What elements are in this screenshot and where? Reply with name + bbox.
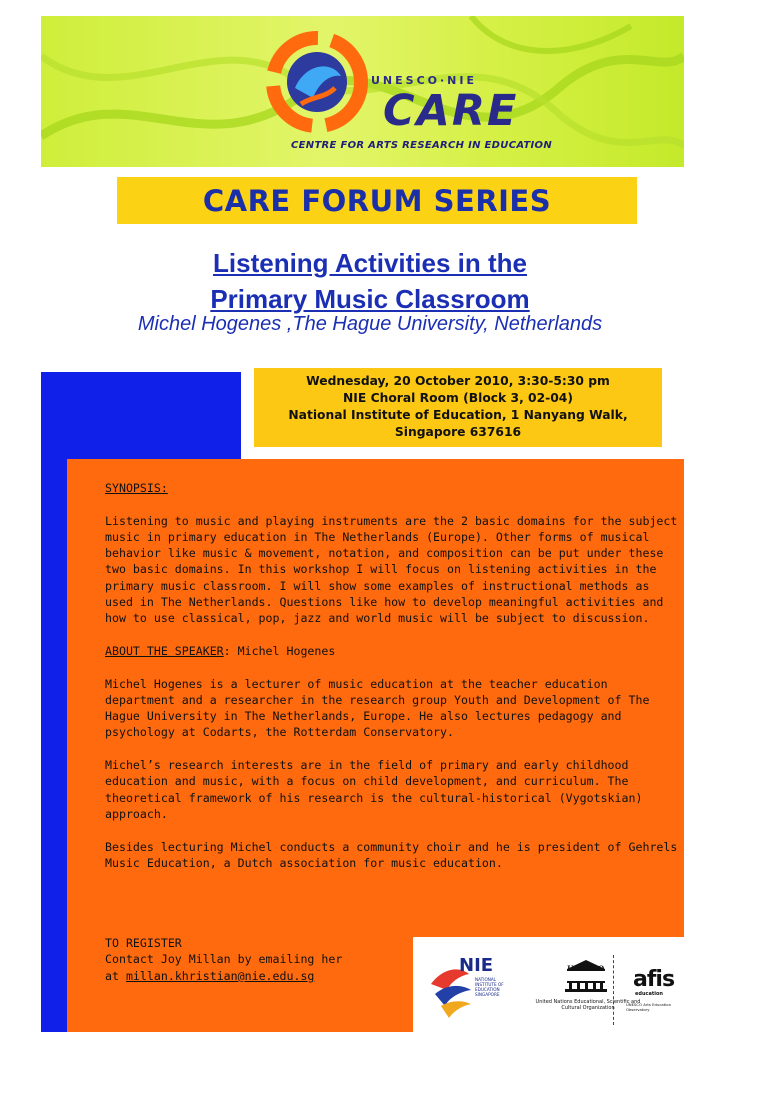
talk-title-line-1: Listening Activities in the xyxy=(213,248,527,278)
event-postal: Singapore 637616 xyxy=(394,425,522,439)
register-section xyxy=(105,935,405,984)
talk-title xyxy=(0,245,740,317)
speaker-bio-1: Michel Hogenes is a lecturer of music education at the teacher education department and a researcher in the research group Youth and Development of The Hague University in The Netherlands, Europe. He also lectures pedagogy and psychology at Codarts, the Rotterdam Conservatory. xyxy=(105,676,650,740)
forum-series-title: CARE FORUM SERIES xyxy=(202,183,552,218)
register-at: at xyxy=(105,968,126,983)
event-info-box xyxy=(254,368,662,447)
unesco-caption: United Nations Educational, Scientific and Cultural Organization xyxy=(535,999,641,1011)
forum-series-bar xyxy=(117,177,637,224)
synopsis-heading: SYNOPSIS: xyxy=(105,481,168,495)
nie-logo-text: NIE xyxy=(459,955,494,976)
logo-unesco-nie: UNESCO·NIE xyxy=(371,74,477,87)
speaker-bio-2: Michel’s research interests are in the field of primary and early childhood education and music, with a focus on child development, and curriculum. The theoretical framework of his research is the cultural-historical (Vygotskian) approach. xyxy=(105,758,643,821)
event-address: National Institute of Education, 1 Nanyang Walk, xyxy=(288,408,628,422)
speaker-affiliation: Michel Hogenes ,The Hague University, Netherlands xyxy=(137,313,603,335)
speaker-heading: ABOUT THE SPEAKER xyxy=(105,643,224,658)
event-date-time: Wednesday, 20 October 2010, 3:30-5:30 pm xyxy=(306,374,610,388)
afis-logo-subtitle: education xyxy=(635,991,663,997)
speaker-name: : Michel Hogenes xyxy=(223,643,336,658)
nie-logo-subtitle: NATIONAL INSTITUTE OF EDUCATION SINGAPORE xyxy=(475,977,504,997)
afis-caption: UNESCO Arts Education Observatory xyxy=(626,1002,672,1012)
care-header-banner xyxy=(41,16,684,167)
logo-divider xyxy=(613,955,614,1025)
logo-subtitle: CENTRE FOR ARTS RESEARCH IN EDUCATION xyxy=(291,140,553,151)
synopsis-text: Listening to music and playing instruments are the 2 basic domains for the subject music in primary education in The Netherlands (Europe). Other forms of musical behavior like music & movement, notation, and composition can be put under these two basic domains. In this workshop I will focus on listening activities in the primary music classroom. I will show some examples of instructional methods as used in The Netherlands. Questions like how to develop meaningful activities and how to use classical, pop, jazz and world music will be subject to discussion. xyxy=(105,513,678,626)
partner-logos xyxy=(413,937,684,1032)
unesco-logo-text: UNESCO xyxy=(567,964,605,973)
register-email-link[interactable]: millan.khristian@nie.edu.sg xyxy=(125,968,315,983)
logo-care: CARE xyxy=(383,86,519,136)
speaker-bio-3: Besides lecturing Michel conducts a community choir and he is president of Gehrels Music Education, a Dutch association for music education. xyxy=(105,839,678,870)
talk-title-line-2: Primary Music Classroom xyxy=(210,284,530,314)
event-room: NIE Choral Room (Block 3, 02-04) xyxy=(343,391,573,405)
register-heading: TO REGISTER xyxy=(105,936,182,950)
afis-logo-text: afis xyxy=(633,967,675,992)
register-contact: Contact Joy Millan by emailing her xyxy=(105,952,343,967)
body-text xyxy=(105,480,680,887)
care-swirl-logo-icon xyxy=(261,26,373,138)
